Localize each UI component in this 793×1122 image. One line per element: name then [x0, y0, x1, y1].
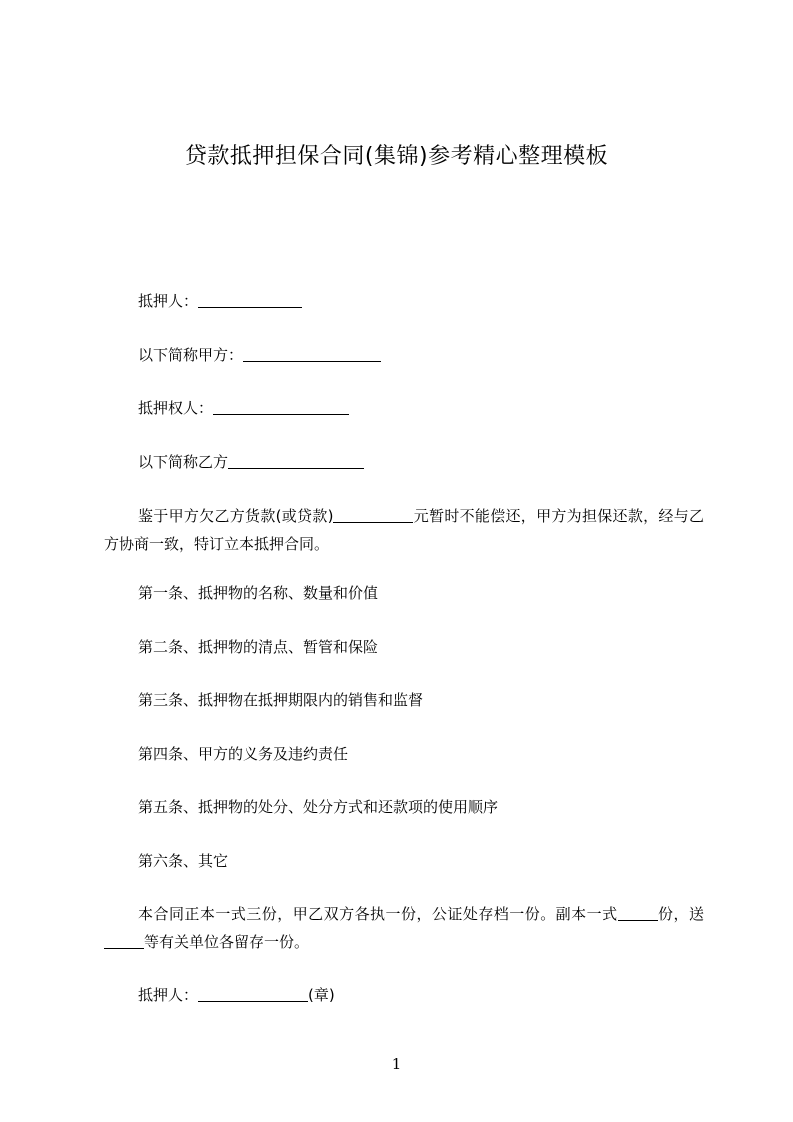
- article-5: 第五条、抵押物的处分、处分方式和还款项的使用顺序: [138, 798, 499, 816]
- recipients-blank: [104, 933, 144, 949]
- party-b-label: 以下简称乙方: [138, 453, 229, 471]
- party-a-line: [138, 346, 381, 364]
- signature-blank: [198, 986, 308, 1002]
- article-6: 第六条、其它: [138, 852, 229, 870]
- closing-text-2: 份，送: [657, 905, 704, 923]
- mortgagor-label: 抵押人：: [138, 292, 199, 310]
- mortgagee-label: 抵押权人：: [138, 399, 214, 417]
- copies-blank: [618, 905, 658, 921]
- closing-text-1: 本合同正本一式三份，甲乙双方各执一份，公证处存档一份。副本一式: [138, 905, 618, 923]
- article-4: 第四条、甲方的义务及违约责任: [138, 745, 349, 763]
- mortgagee-blank: [213, 399, 349, 415]
- loan-amount-blank: [333, 507, 413, 523]
- article-2: 第二条、抵押物的清点、暂管和保险: [138, 638, 379, 656]
- party-b-line: [138, 453, 364, 471]
- party-b-blank: [228, 453, 364, 469]
- mortgagee-line: [138, 399, 349, 417]
- page-number: 1: [391, 1055, 402, 1073]
- signature-line: [138, 986, 335, 1004]
- signature-label: 抵押人：: [138, 986, 199, 1004]
- preamble-paragraph: [104, 502, 704, 558]
- party-a-blank: [243, 346, 381, 362]
- seal-text: (章): [308, 986, 335, 1004]
- mortgagor-line: [138, 292, 302, 310]
- closing-text-3: 等有关单位各留存一份。: [144, 933, 310, 951]
- preamble-text-1: 鉴于甲方欠乙方货款(或贷款): [138, 507, 334, 525]
- article-3: 第三条、抵押物在抵押期限内的销售和监督: [138, 691, 424, 709]
- document-title: 贷款抵押担保合同(集锦)参考精心整理模板: [184, 144, 609, 169]
- article-1: 第一条、抵押物的名称、数量和价值: [138, 584, 379, 602]
- party-a-label: 以下简称甲方：: [138, 346, 244, 364]
- mortgagor-blank: [198, 292, 302, 308]
- closing-paragraph: [104, 900, 704, 956]
- preamble-text-2: 元暂时不能偿还，甲方为担保还款，经与乙方协商一致，特订立本抵押合同。: [104, 507, 704, 553]
